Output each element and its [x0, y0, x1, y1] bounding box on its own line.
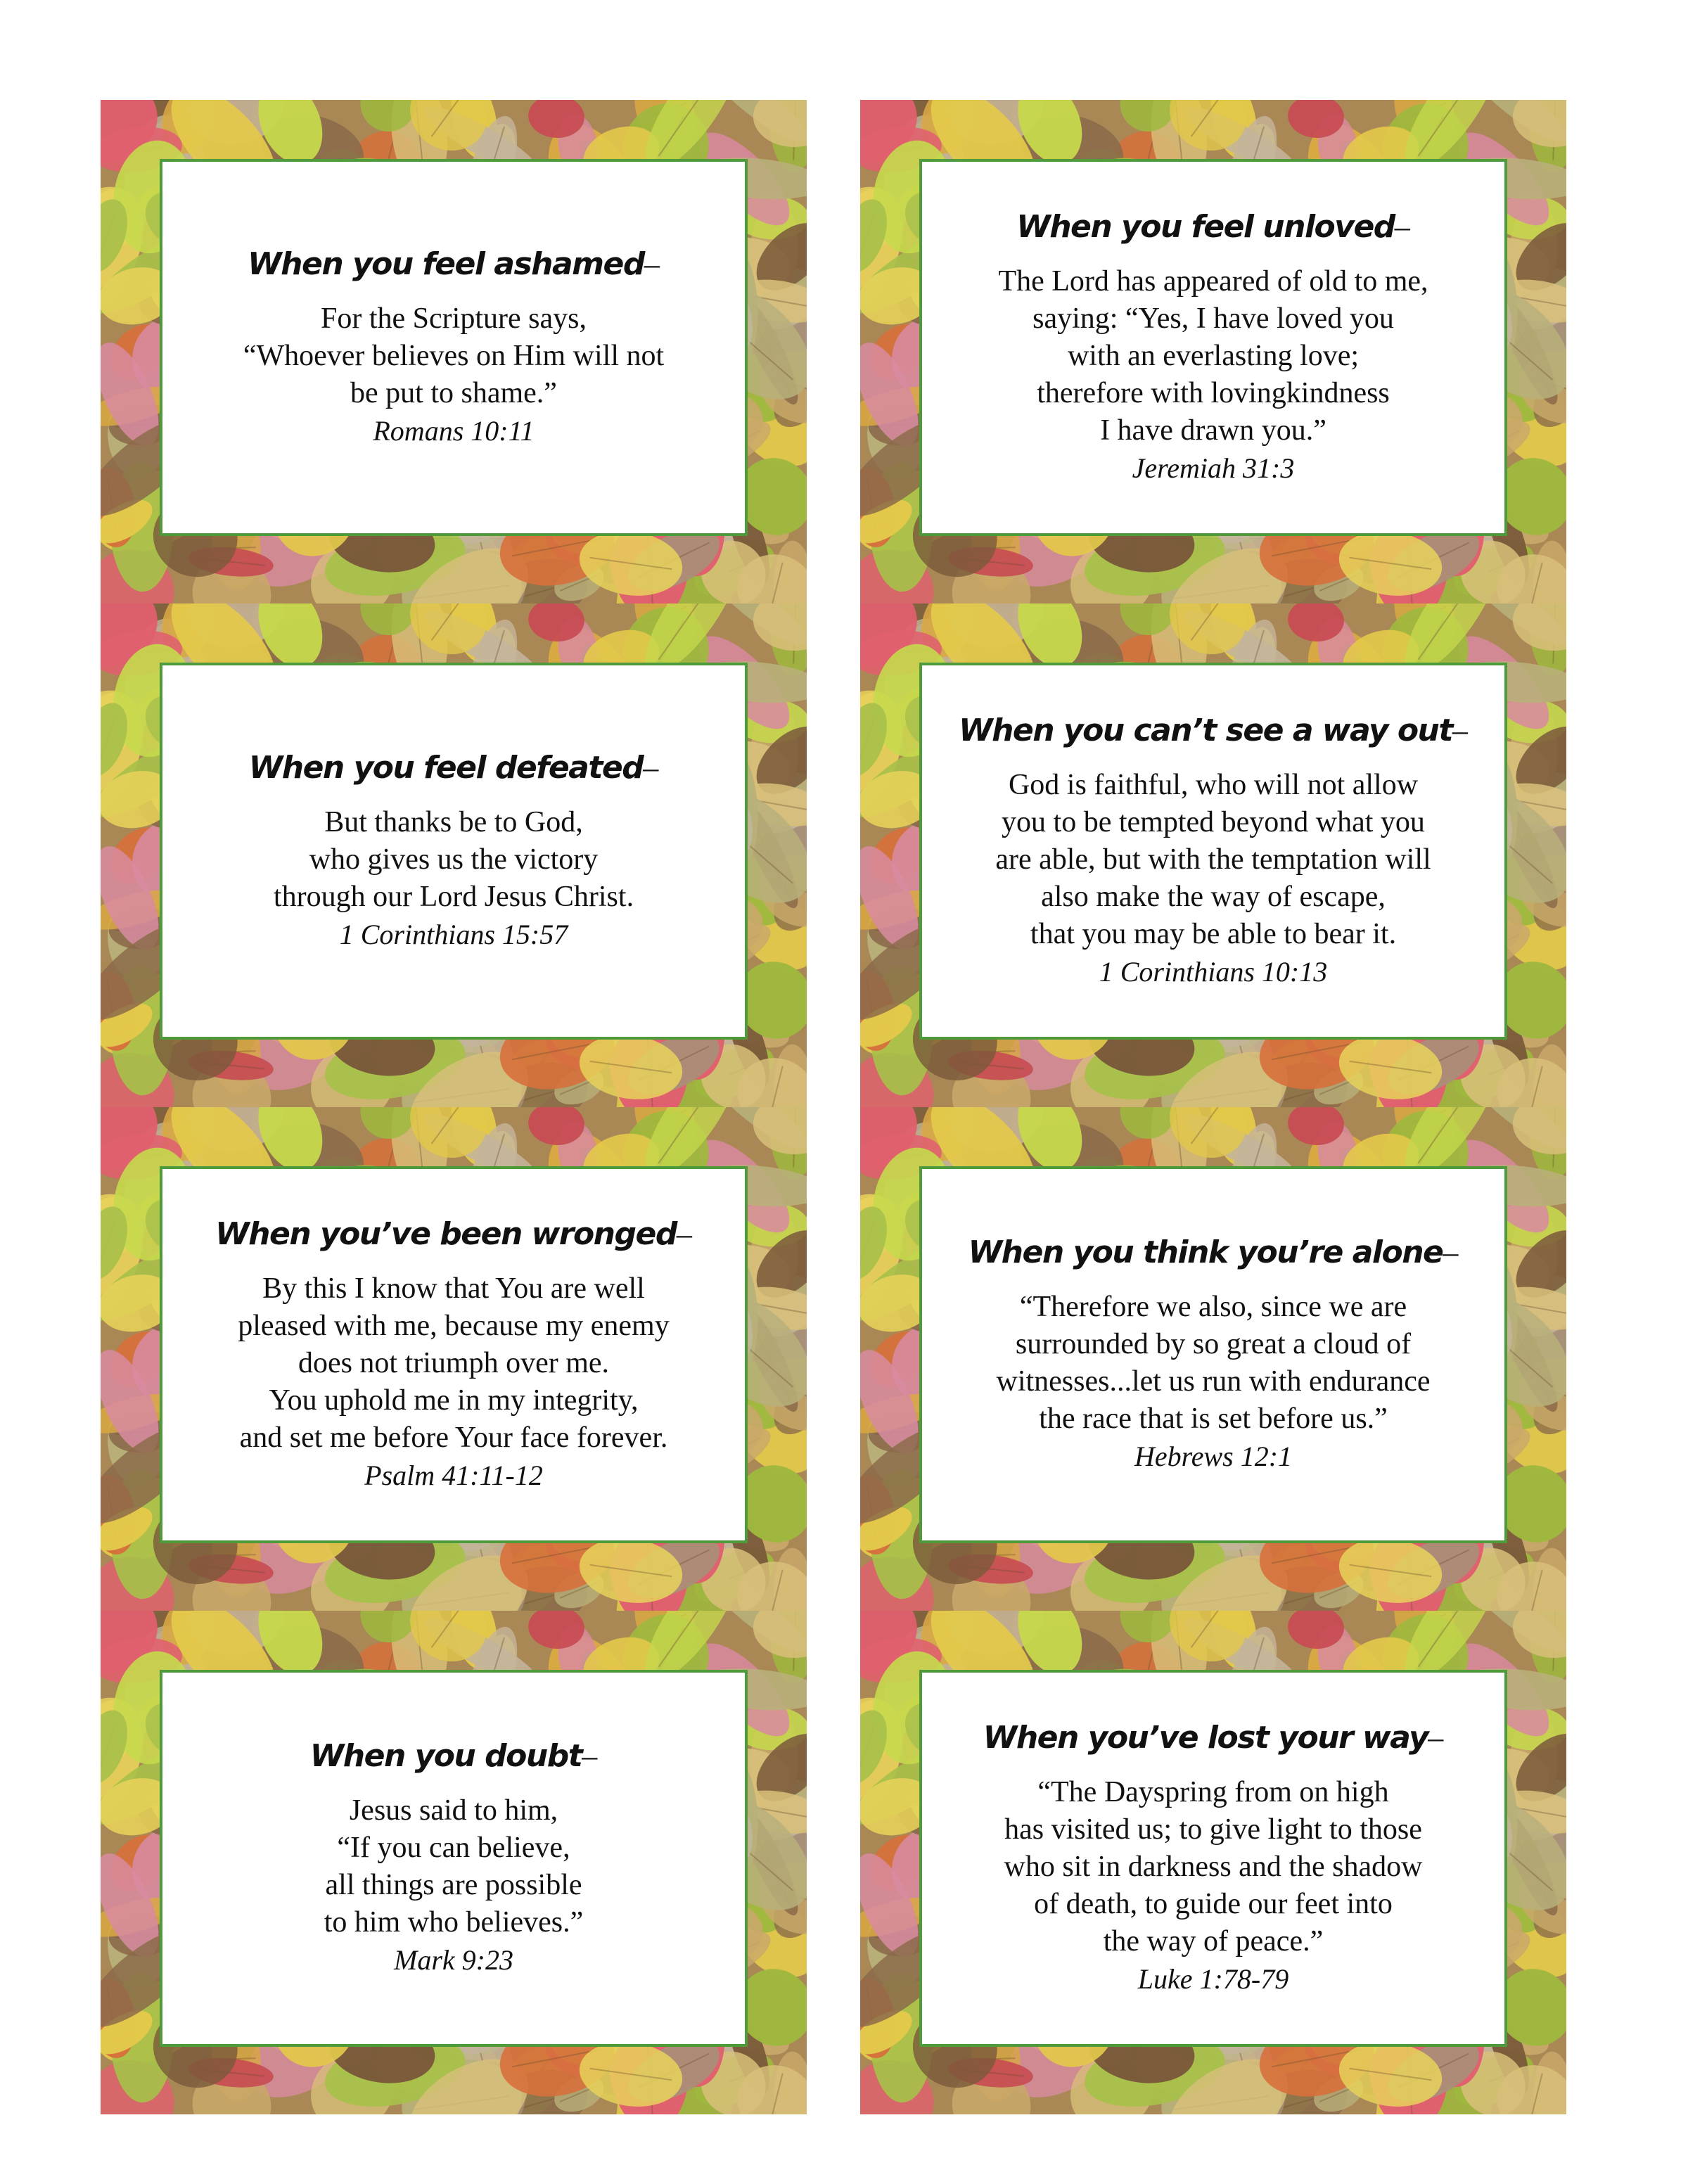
verse-line: you to be tempted beyond what you — [1002, 805, 1425, 838]
card-text-panel — [919, 663, 1507, 1040]
card-text-panel — [919, 1670, 1507, 2047]
card-heading — [983, 1720, 1443, 1756]
verse-line: For the Scripture says, — [321, 302, 587, 335]
card-heading-text: When you can’t see a way out — [959, 712, 1452, 748]
verse-line: with an everlasting love; — [1067, 339, 1360, 372]
card-text-panel — [919, 1166, 1507, 1543]
verse-line: therefore with lovingkindness — [1037, 376, 1390, 409]
card-feel-defeated — [101, 604, 807, 1107]
card-heading — [959, 713, 1468, 748]
verse-line: The Lord has appeared of old to me, — [998, 264, 1428, 298]
verse-line: saying: “Yes, I have loved you — [1032, 302, 1394, 335]
card-heading-text: When you’ve been wronged — [215, 1215, 677, 1252]
verse-line: “Whoever believes on Him will not — [243, 339, 665, 372]
verse-line: “Therefore we also, since we are — [1019, 1291, 1407, 1323]
card-feel-unloved — [860, 100, 1566, 604]
verse-text — [995, 767, 1431, 953]
verse-line: does not triumph over me. — [298, 1346, 610, 1379]
verse-line: By this I know that You are well — [262, 1272, 645, 1305]
card-cant-see-way-out — [860, 604, 1566, 1107]
heading-dash: – — [1394, 209, 1410, 244]
verse-line: Jesus said to him, — [349, 1794, 558, 1827]
verse-line: who sit in darkness and the shadow — [1004, 1850, 1423, 1883]
card-heading-text: When you’ve lost your way — [983, 1719, 1428, 1756]
heading-dash: – — [582, 1739, 598, 1773]
heading-dash: – — [1428, 1720, 1444, 1755]
card-heading — [310, 1738, 597, 1774]
verse-reference: 1 Corinthians 10:13 — [1099, 955, 1328, 988]
verse-line: the race that is set before us.” — [1039, 1403, 1388, 1435]
verse-line: witnesses...let us run with endurance — [996, 1365, 1431, 1398]
verse-text — [996, 1289, 1430, 1438]
card-text-panel — [160, 1166, 748, 1543]
verse-reference: Romans 10:11 — [373, 414, 535, 447]
heading-dash: – — [644, 246, 660, 281]
verse-line: are able, but with the temptation will — [995, 843, 1431, 876]
heading-dash: – — [643, 750, 659, 785]
verse-line: the way of peace.” — [1103, 1924, 1324, 1958]
card-heading-text: When you think you’re alone — [968, 1234, 1443, 1270]
card-feel-ashamed — [101, 100, 807, 604]
verse-line: all things are possible — [325, 1869, 582, 1901]
card-heading-text: When you feel unloved — [1016, 208, 1395, 245]
verse-line: pleased with me, because my enemy — [238, 1309, 670, 1342]
heading-dash: – — [676, 1216, 692, 1251]
card-heading — [1016, 209, 1410, 245]
verse-line: of death, to guide our feet into — [1034, 1887, 1393, 1920]
verse-reference: 1 Corinthians 15:57 — [339, 918, 568, 950]
card-text-panel — [919, 159, 1507, 536]
card-heading — [215, 1216, 692, 1252]
verse-line: has visited us; to give light to those — [1004, 1813, 1422, 1846]
card-lost-your-way — [860, 1611, 1566, 2114]
verse-line: I have drawn you.” — [1100, 414, 1326, 447]
verse-line: “If you can believe, — [337, 1832, 570, 1864]
verse-reference: Mark 9:23 — [394, 1944, 513, 1976]
verse-text — [998, 263, 1428, 449]
verse-reference: Psalm 41:11-12 — [364, 1459, 543, 1491]
heading-dash: – — [1443, 1235, 1459, 1270]
verse-line: to him who believes.” — [324, 1906, 584, 1939]
verse-line: also make the way of escape, — [1041, 880, 1386, 913]
verse-reference: Hebrews 12:1 — [1134, 1441, 1293, 1472]
card-heading — [968, 1234, 1459, 1270]
card-heading-text: When you feel ashamed — [248, 245, 644, 282]
verse-line: through our Lord Jesus Christ. — [273, 880, 634, 913]
card-heading-text: When you feel defeated — [248, 749, 644, 786]
verse-line: You uphold me in my integrity, — [269, 1384, 639, 1417]
verse-text — [238, 1270, 669, 1457]
verse-text — [243, 300, 664, 412]
verse-line: surrounded by so great a cloud of — [1015, 1328, 1412, 1360]
card-text-panel — [160, 663, 748, 1040]
verse-text — [274, 804, 634, 916]
verse-line: be put to shame.” — [350, 376, 557, 409]
verse-line: who gives us the victory — [309, 843, 599, 876]
card-heading-text: When you doubt — [309, 1738, 582, 1774]
verse-line: and set me before Your face forever. — [239, 1421, 668, 1454]
card-you-doubt — [101, 1611, 807, 2114]
heading-dash: – — [1452, 713, 1468, 748]
verse-line: God is faithful, who will not allow — [1008, 768, 1419, 801]
card-heading — [248, 246, 660, 282]
verse-text — [324, 1792, 584, 1941]
verse-line: that you may be able to bear it. — [1030, 917, 1397, 950]
card-text-panel — [160, 159, 748, 536]
card-heading — [249, 750, 659, 786]
verse-text — [1004, 1774, 1423, 1960]
card-text-panel — [160, 1670, 748, 2047]
verse-reference: Jeremiah 31:3 — [1132, 452, 1295, 484]
card-think-youre-alone — [860, 1107, 1566, 1611]
card-been-wronged — [101, 1107, 807, 1611]
verse-line: But thanks be to God, — [324, 805, 583, 838]
verse-reference: Luke 1:78-79 — [1137, 1962, 1289, 1995]
verse-line: “The Dayspring from on high — [1037, 1775, 1389, 1808]
